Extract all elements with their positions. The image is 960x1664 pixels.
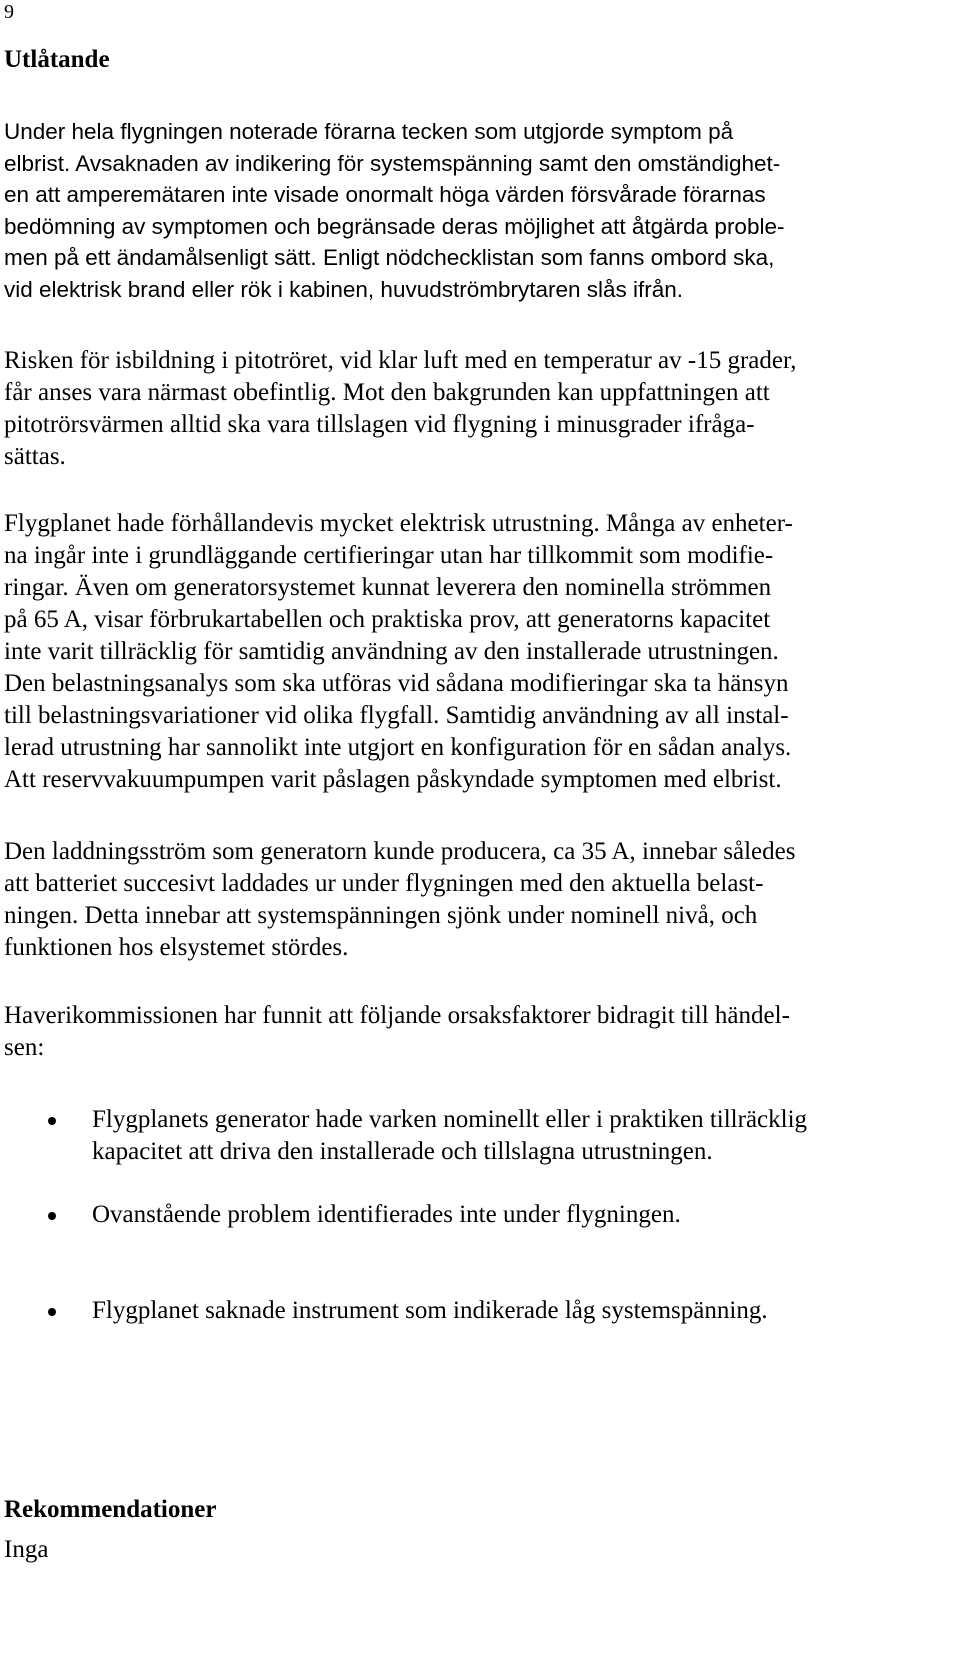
- paragraph-line: Att reservvakuumpumpen varit påslagen påskyndade symptomen med elbrist.: [4, 766, 782, 793]
- paragraph-line: [4, 242, 944, 274]
- paragraph-line: till belastningsvariationer vid olika flygfall. Samtidig användning av all instal-: [4, 702, 789, 729]
- paragraph-line: sen:: [4, 1034, 45, 1061]
- bullet-text: [92, 1104, 942, 1168]
- paragraph-electrical-equipment: [4, 508, 944, 796]
- paragraph-line: lerad utrustning har sannolikt inte utgjort en konfiguration för en sådan analys.: [4, 734, 792, 761]
- bullet-line: Ovanstående problem identifierades inte under flygningen.: [92, 1201, 681, 1228]
- paragraph-causal-factors-intro: [4, 1000, 944, 1064]
- bullet-text: [92, 1295, 942, 1327]
- paragraph-line: att batteriet succesivt laddades ur under flygningen med den aktuella belast-: [4, 870, 764, 897]
- paragraph-pitot-icing: [4, 345, 944, 473]
- paragraph-charging-current: [4, 836, 944, 964]
- section-heading-utlatande: Utlåtande: [4, 46, 110, 73]
- paragraph-line: vid elektrisk brand eller rök i kabinen, huvudströmbrytaren slås ifrån.: [4, 276, 684, 302]
- paragraph-line: får anses vara närmast obefintlig. Mot den bakgrunden kan uppfattningen att: [4, 379, 770, 406]
- recommendations-text: Inga: [4, 1536, 49, 1563]
- paragraph-line: en att amperemätaren inte visade onormalt höga värden försvårade förarnas: [4, 182, 766, 207]
- paragraph-line: pitotrörsvärmen alltid ska vara tillslagen vid flygning i minusgrader ifråga-: [4, 411, 755, 438]
- bullet-icon: [48, 1308, 56, 1316]
- bullet-line: Flygplanet saknade instrument som indikerade låg systemspänning.: [92, 1297, 768, 1324]
- paragraph-line-head: men på ett ändamålsenligt sätt.: [4, 245, 317, 270]
- paragraph-line: ringar. Även om generatorsystemet kunnat leverera den nominella strömmen: [4, 574, 772, 601]
- paragraph-line: elbrist. Avsaknaden av indikering för systemspänning samt den omständighet-: [4, 150, 781, 176]
- bullet-icon: [48, 1212, 56, 1220]
- paragraph-line: Flygplanet hade förhållandevis mycket elektrisk utrustning. Många av enheter-: [4, 510, 793, 537]
- paragraph-line: Haverikommissionen har funnit att följande orsaksfaktorer bidragit till händel-: [4, 1002, 790, 1029]
- paragraph-line: funktionen hos elsystemet stördes.: [4, 934, 349, 961]
- bullet-line: kapacitet att driva den installerade och tillslagna utrustningen.: [92, 1138, 713, 1165]
- paragraph-line: Under hela flygningen noterade förarna tecken som utgjorde symptom på: [4, 119, 734, 144]
- paragraph-line: Den belastningsanalys som ska utföras vid sådana modifieringar ska ta hänsyn: [4, 670, 789, 697]
- page-number: 9: [4, 1, 14, 23]
- paragraph-line: ningen. Detta innebar att systemspänningen sjönk under nominell nivå, och: [4, 902, 758, 929]
- bullet-icon: [48, 1117, 56, 1125]
- paragraph-line: na ingår inte i grundläggande certifieringar utan har tillkommit som modifie-: [4, 542, 774, 569]
- paragraph-line: bedömning av symptomen och begränsade deras möjlighet att åtgärda proble-: [4, 213, 785, 239]
- bullet-line: Flygplanets generator hade varken nominellt eller i praktiken tillräcklig: [92, 1106, 808, 1133]
- paragraph-line: sättas.: [4, 443, 66, 470]
- paragraph-line: Den laddningsström som generatorn kunde producera, ca 35 A, innebar således: [4, 838, 796, 865]
- section-heading-recommendations: Rekommendationer: [4, 1496, 217, 1523]
- paragraph-line: inte varit tillräcklig för samtidig användning av den installerade utrustningen.: [4, 638, 779, 665]
- paragraph-line: Risken för isbildning i pitotröret, vid klar luft med en temperatur av -15 grader,: [4, 347, 797, 374]
- paragraph-symptoms: [4, 116, 944, 305]
- bullet-text: [92, 1199, 942, 1231]
- paragraph-line: på 65 A, visar förbrukartabellen och praktiska prov, att generatorns kapacitet: [4, 606, 771, 633]
- paragraph-line-tail: Enligt nödchecklistan som fanns ombord ska,: [316, 245, 775, 270]
